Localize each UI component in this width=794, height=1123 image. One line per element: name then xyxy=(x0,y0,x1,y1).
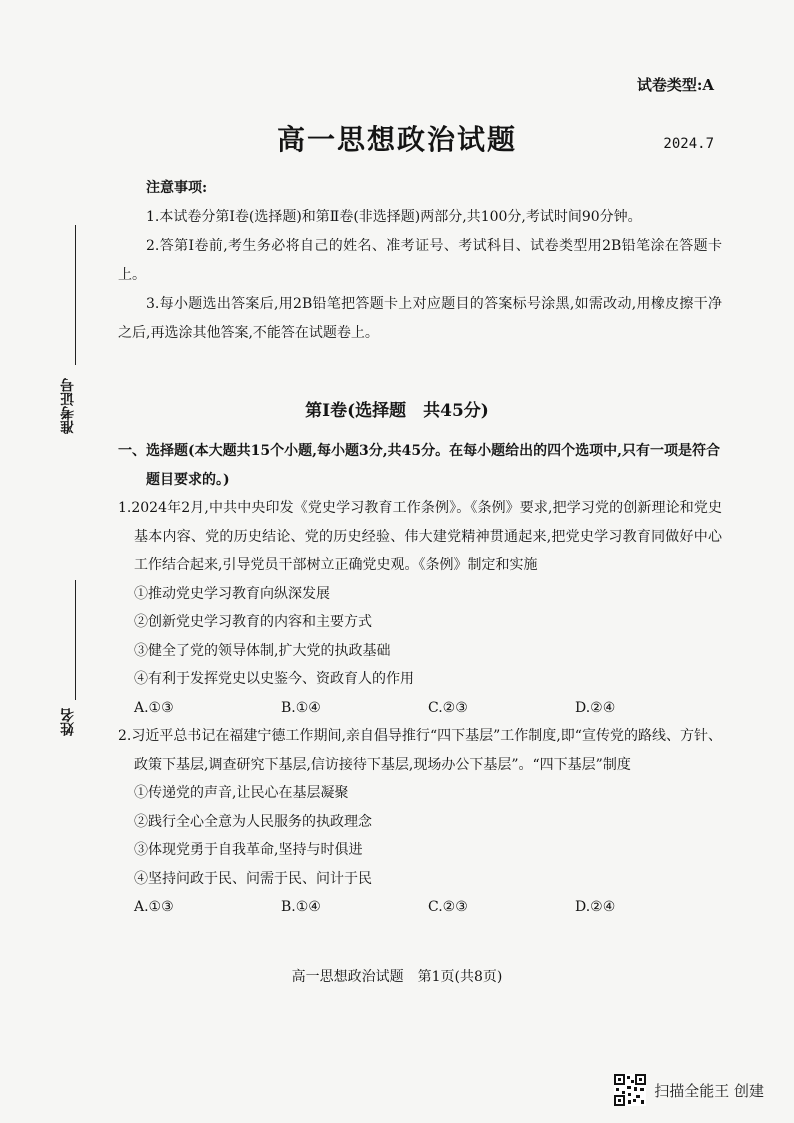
section-title: 第Ⅰ卷(选择题 共45分) xyxy=(305,401,489,421)
qr-code-icon xyxy=(614,1074,646,1106)
question-option: ④有利于发挥党史以史鉴今、资政育人的作用 xyxy=(134,671,414,687)
question-option: ①推动党史学习教育向纵深发展 xyxy=(134,585,330,602)
scanner-watermark-text: 扫描全能王 创建 xyxy=(654,1081,764,1100)
question-option: ②创新党史学习教育的内容和主要方式 xyxy=(134,614,372,630)
answer-choices xyxy=(118,893,722,922)
choice-b: B.①④ xyxy=(281,899,321,915)
notice-item: 1.本试卷分第Ⅰ卷(选择题)和第Ⅱ卷(非选择题)两部分,共100分,考试时间90分钟。 xyxy=(146,209,642,225)
exam-id-label: 准考证号 xyxy=(60,378,76,434)
part-heading: 一、选择题(本大题共15个小题,每小题3分,共45分。在每小题给出的四个选项中,只有一项是符合题目要求的。) xyxy=(118,443,720,488)
question-option: ①传递党的声音,让民心在基层凝聚 xyxy=(134,785,349,801)
question-option: ②践行全心全意为人民服务的执政理念 xyxy=(134,813,372,830)
notice-item: 3.每小题选出答案后,用2B铅笔把答题卡上对应题目的答案标号涂黑,如需改动,用橡皮擦干净之后,再选涂其他答案,不能答在试题卷上。 xyxy=(118,296,722,341)
choice-a: A.①③ xyxy=(134,899,174,915)
paper-type-label: 试卷类型:A xyxy=(636,76,714,94)
choice-d: D.②④ xyxy=(575,699,616,716)
question-list xyxy=(118,437,722,922)
scanner-watermark xyxy=(614,1074,764,1106)
choice-d: D.②④ xyxy=(575,899,616,915)
exam-title: 高一思想政治试题 xyxy=(276,123,517,156)
notice-item: 2.答第Ⅰ卷前,考生务必将自己的姓名、准考证号、考试科目、试卷类型用2B铅笔涂在答题卡上。 xyxy=(118,238,722,283)
choice-c: C.②③ xyxy=(428,899,468,915)
question-option: ③体现党勇于自我革命,坚持与时俱进 xyxy=(134,842,363,858)
page-footer: 高一思想政治试题 第1页(共8页) xyxy=(291,969,503,985)
choice-a: A.①③ xyxy=(134,699,174,716)
name-write-line xyxy=(75,580,76,700)
name-label: 姓名 xyxy=(60,708,76,736)
question-option: ③健全了党的领导体制,扩大党的执政基础 xyxy=(134,642,391,659)
question-option: ④坚持问政于民、问需于民、问计于民 xyxy=(134,870,372,887)
exam-id-write-line xyxy=(75,225,76,365)
choice-b: B.①④ xyxy=(281,699,321,716)
choice-c: C.②③ xyxy=(428,699,468,716)
notice-heading: 注意事项: xyxy=(146,180,208,196)
question-stem: 2.习近平总书记在福建宁德工作期间,亲自倡导推行“四下基层”工作制度,即“宣传党的路线、方针、政策下基层,调查研究下基层,信访接待下基层,现场办公下基层”。“四下基层”制度 xyxy=(118,728,722,773)
notice-block xyxy=(118,174,722,348)
answer-choices xyxy=(118,694,722,723)
question-stem: 1.2024年2月,中共中央印发《党史学习教育工作条例》。《条例》要求,把学习党的创新理论和党史基本内容、党的历史结论、党的历史经验、伟大建党精神贯通起来,把党史学习教育同做好中心工作结合起来,引导党员干部树立正确党史观。《条例》制定和实施 xyxy=(118,500,722,573)
exam-date: 2024.7 xyxy=(663,136,714,152)
